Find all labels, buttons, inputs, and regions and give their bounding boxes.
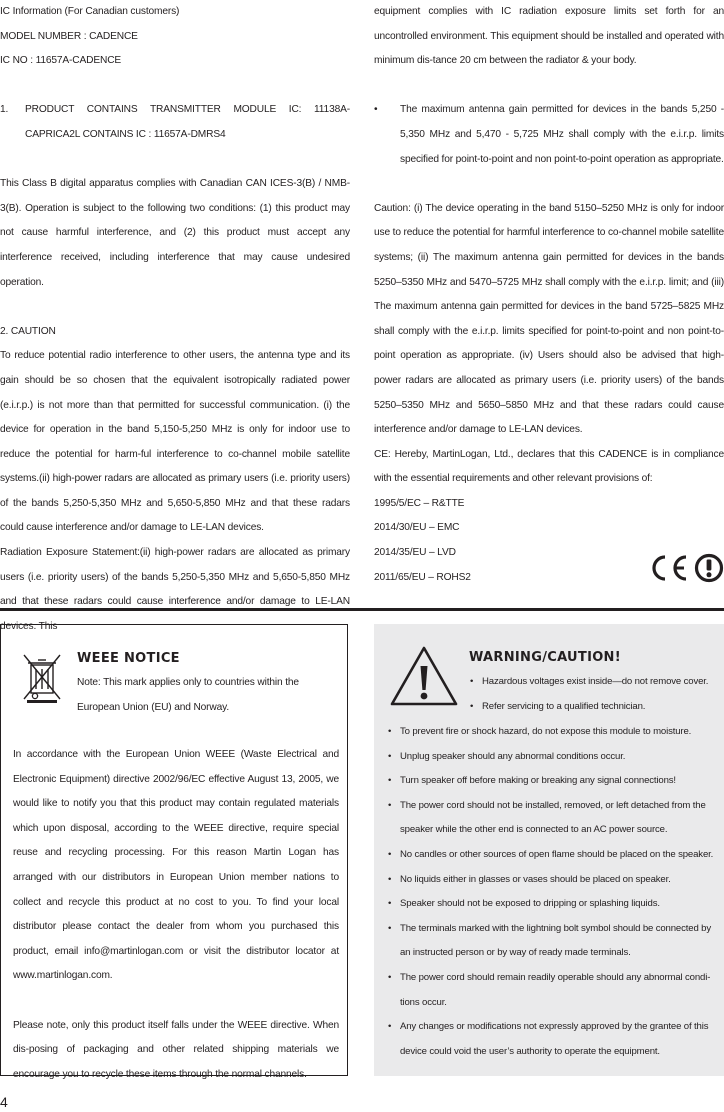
warning-triangle-icon (388, 644, 460, 708)
caution-band-paragraph: Caution: (i) The device operating in the band 5150–5250 MHz is only for indoor use to reduce the potential for harmful interference to co-channel mobile satellite systems; (ii) The maximum antenna gain permitted for devices in the bands 5250–5350 MHz and 5470–5725 MHz shall comply with the e.i.r.p. limit; and (iii) The maximum antenna gain permitted for devices in the band 5725–5825 MHz shall comply with the e.i.r.p. limits specified for point-to-point and non point-to-point operation as appropriate. (iv) Users should also be advised that high-power radars are allocated as primary users (i.e. priority users) of the bands 5250–5350 MHz and 5650–5850 MHz and that these radars could cause interference and/or damage to LE-LAN devices. (374, 202, 724, 436)
list-item: • The terminals marked with the lightning bolt symbol should be connected by an instructed person or by way of ready made terminals. (388, 922, 711, 959)
class-b-paragraph: This Class B digital apparatus complies with Canadian CAN ICES-3(B) / NMB-3(B). Operation is subject to the following two conditions: (1) this product may not cause harmful interference, and (2) this product must accept any interference received, including interference that may cause undesired operation. (0, 178, 350, 288)
list-item: • Turn speaker off before making or breaking any signal connections! (388, 775, 676, 787)
bullet-text: The maximum antenna gain permitted for devices in the bands 5,250 - 5,350 MHz and 5,470 - 5,725 MHz shall comply with the e.i.r.p. limits specified for point-to-point and non point-to-point operation as appropriate. (400, 104, 724, 165)
list-item: • No liquids either in glasses or vases should be placed on speaker. (388, 873, 671, 885)
bullet-mark: • (374, 104, 378, 116)
weee-title: WEEE NOTICE (77, 651, 180, 666)
item-text: PRODUCT CONTAINS TRANSMITTER MODULE IC: 11138A-CAPRICA2L CONTAINS IC : 11657A-DMRS4 (25, 104, 350, 140)
continuation-paragraph: equipment complies with IC radiation exposure limits set forth for an uncontrolled environment. This equipment should be installed and operated with minimum dis-tance 20 cm between the radiator & your body. (374, 6, 724, 67)
warning-title: WARNING/CAUTION! (469, 650, 621, 665)
list-item: • Unplug speaker should any abnormal conditions occur. (388, 750, 626, 762)
item-number: 1. (0, 104, 9, 116)
weee-body (13, 743, 339, 1087)
antenna-bullet (374, 98, 724, 172)
list-item: • The power cord should not be installed, removed, or left detached from the speaker while the other end is connected to an AC power source. (388, 799, 706, 836)
weee-note: Note: This mark applies only to countries within the European Union (EU) and Norway. (77, 677, 299, 713)
caution-heading: 2. CAUTION (0, 325, 56, 337)
warning-caution-box (374, 624, 724, 1076)
weee-bin-icon (21, 651, 63, 703)
alert-circle-icon (694, 553, 724, 583)
ce-mark-icon (646, 553, 690, 583)
model-number-line: MODEL NUMBER : CADENCE (0, 30, 138, 42)
list-item: • Refer servicing to a qualified technician. (470, 700, 646, 712)
radiation-paragraph: Radiation Exposure Statement:(ii) high-power radars are allocated as primary users (i.e. priority users) of the bands 5,250-5,350 MHz and 5,650-5,850 MHz and that these radars could cause interference and/or damage to LE-LAN devices. This (0, 547, 350, 632)
directive-line: 2014/30/EU – EMC (374, 522, 460, 534)
right-column (374, 0, 724, 590)
left-column (0, 0, 350, 639)
list-item: • Hazardous voltages exist inside—do not remove cover. (470, 676, 709, 687)
directive-line: 2011/65/EU – ROHS2 (374, 571, 471, 583)
list-item: • The power cord should remain readily operable should any abnormal condi-tions occur. (388, 971, 711, 1008)
ce-declaration: CE: Hereby, MartinLogan, Ltd., declares that this CADENCE is in compliance with the essential requirements and other relevant provisions of: (374, 448, 724, 485)
caution-paragraph: To reduce potential radio interference to other users, the antenna type and its gain should be so chosen that the equivalent isotropically radiated power (e.i.r.p.) is not more than that permitted for successful communication. (i) the device for operation in the band 5,150-5,250 MHz is only for indoor use to reduce the potential for harm-ful interference to co-channel mobile satellite systems.(ii) high-power radars are allocated as primary users (i.e. priority users) of the bands 5,250-5,350 MHz and 5,650-5,850 MHz and that these radars could cause interference and/or damage to LE-LAN devices. (0, 350, 350, 534)
warning-list (388, 720, 718, 1064)
weee-notice-box (0, 624, 348, 1080)
directive-line: 1995/5/EC – R&TTE (374, 497, 465, 509)
ic-info-line: IC Information (For Canadian customers) (0, 6, 180, 17)
page-number: 4 (0, 1094, 8, 1110)
list-item: • No candles or other sources of open flame should be placed on the speaker. (388, 848, 714, 860)
list-item: • To prevent fire or shock hazard, do not expose this module to moisture. (388, 726, 692, 737)
weee-paragraph: In accordance with the European Union WEEE (Waste Electrical and Electronic Equipment) directive 2002/96/EC effective August 13, 2005, we would like to notify you that this product may contain regulated materials which upon disposal, according to the WEEE directive, require special reuse and recycling processing. For this reason Martin Logan has arranged with our distributors in European Union member nations to collect and recycle this product at no cost to you. To find your local distributor please contact the dealer from whom you purchased this product, email info@martinlogan.com or visit the distributor locator at www.martinlogan.com. (13, 749, 339, 982)
list-item: • Any changes or modifications not expressly approved by the grantee of this device could void the user’s authority to operate the equipment. (388, 1021, 709, 1057)
section-divider (0, 608, 724, 611)
ce-marks (646, 553, 724, 583)
weee-paragraph: Please note, only this product itself falls under the WEEE directive. When dis-posing of packaging and other related shipping materials we encourage you to recycle these items through the normal channels. (13, 1019, 339, 1080)
numbered-item-1 (0, 98, 350, 147)
directive-line: 2014/35/EU – LVD (374, 547, 456, 559)
ic-number-line: IC NO : 11657A-CADENCE (0, 55, 122, 67)
warning-top-list (470, 670, 710, 719)
list-item: • Speaker should not be exposed to dripping or splashing liquids. (388, 898, 660, 910)
